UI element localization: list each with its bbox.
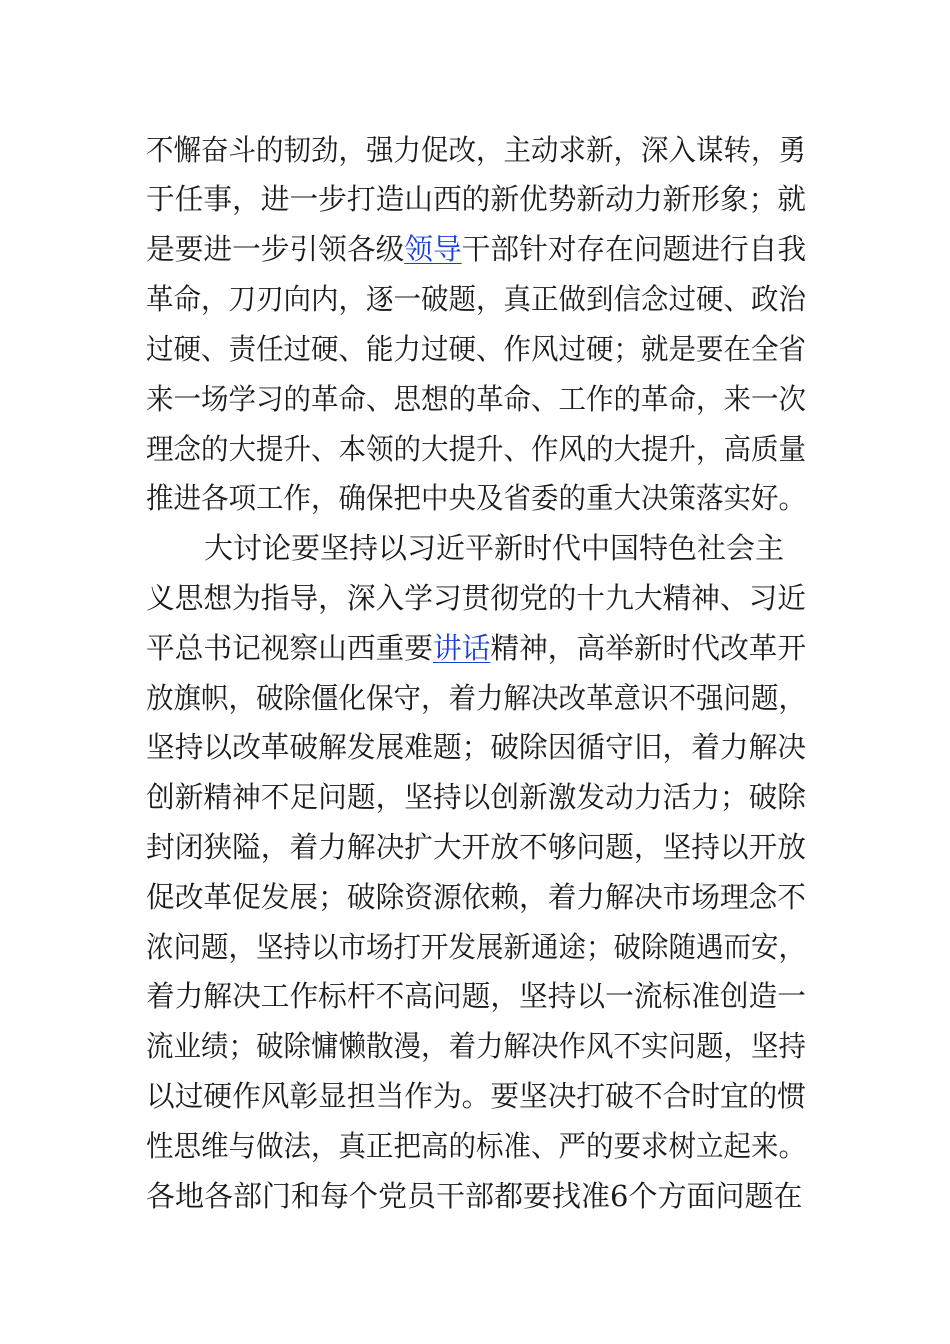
text-line-16: 促改革促发展；破除资源依赖，着力解决市场理念不 (146, 880, 807, 914)
text-line-22: 各地各部门和每个党员干部都要找准6个方面问题在 (146, 1179, 803, 1213)
text-line-5: 过硬、责任过硬、能力过硬、作风过硬；就是要在全省 (146, 332, 807, 366)
text-line-14: 创新精神不足问题，坚持以创新激发动力活力；破除 (146, 780, 807, 814)
text-segment: 是要进一步引领各级 (146, 232, 405, 266)
text-line-15: 封闭狭隘，着力解决扩大开放不够问题，坚持以开放 (146, 830, 807, 864)
text-line-21: 性思维与做法，真正把高的标准、严的要求树立起来。 (146, 1129, 807, 1163)
text-line-8: 推进各项工作，确保把中央及省委的重大决策落实好。 (146, 481, 807, 515)
text-line-19: 流业绩；破除慵懒散漫，着力解决作风不实问题，坚持 (146, 1029, 807, 1063)
link-jianghua[interactable]: 讲话 (432, 631, 491, 665)
text-line-2: 于任事，进一步打造山西的新优势新动力新形象；就 (146, 182, 807, 216)
text-segment: 精神，高举新时代改革开 (490, 631, 807, 665)
text-line-7: 理念的大提升、本领的大提升、作风的大提升，高质量 (146, 432, 807, 466)
text-line-6: 来一场学习的革命、思想的革命、工作的革命，来一次 (146, 382, 807, 416)
paragraph-start-line: 大讨论要坚持以习近平新时代中国特色社会主 (204, 531, 785, 565)
text-line-17: 浓问题，坚持以市场打开发展新通途；破除随遇而安， (146, 930, 807, 964)
link-lingdao[interactable]: 领导 (404, 232, 462, 266)
text-line-3 (146, 227, 806, 271)
text-line-10: 义思想为指导，深入学习贯彻党的十九大精神、习近 (146, 581, 807, 615)
text-line-20: 以过硬作风彰显担当作为。要坚决打破不合时宜的惯 (146, 1079, 807, 1113)
text-segment: 干部针对存在问题进行自我 (461, 232, 807, 266)
text-line-4: 革命，刀刃向内，逐一破题，真正做到信念过硬、政治 (146, 282, 807, 316)
text-line-13: 坚持以改革破解发展难题；破除因循守旧，着力解决 (146, 730, 807, 764)
text-line-12: 放旗帜，破除僵化保守，着力解决改革意识不强问题， (146, 681, 807, 715)
text-line-18: 着力解决工作标杆不高问题，坚持以一流标准创造一 (146, 979, 807, 1013)
text-line-11 (146, 626, 806, 670)
text-segment: 平总书记视察山西重要 (146, 631, 433, 665)
text-line-1: 不懈奋斗的韧劲，强力促改，主动求新，深入谋转，勇 (146, 133, 807, 167)
